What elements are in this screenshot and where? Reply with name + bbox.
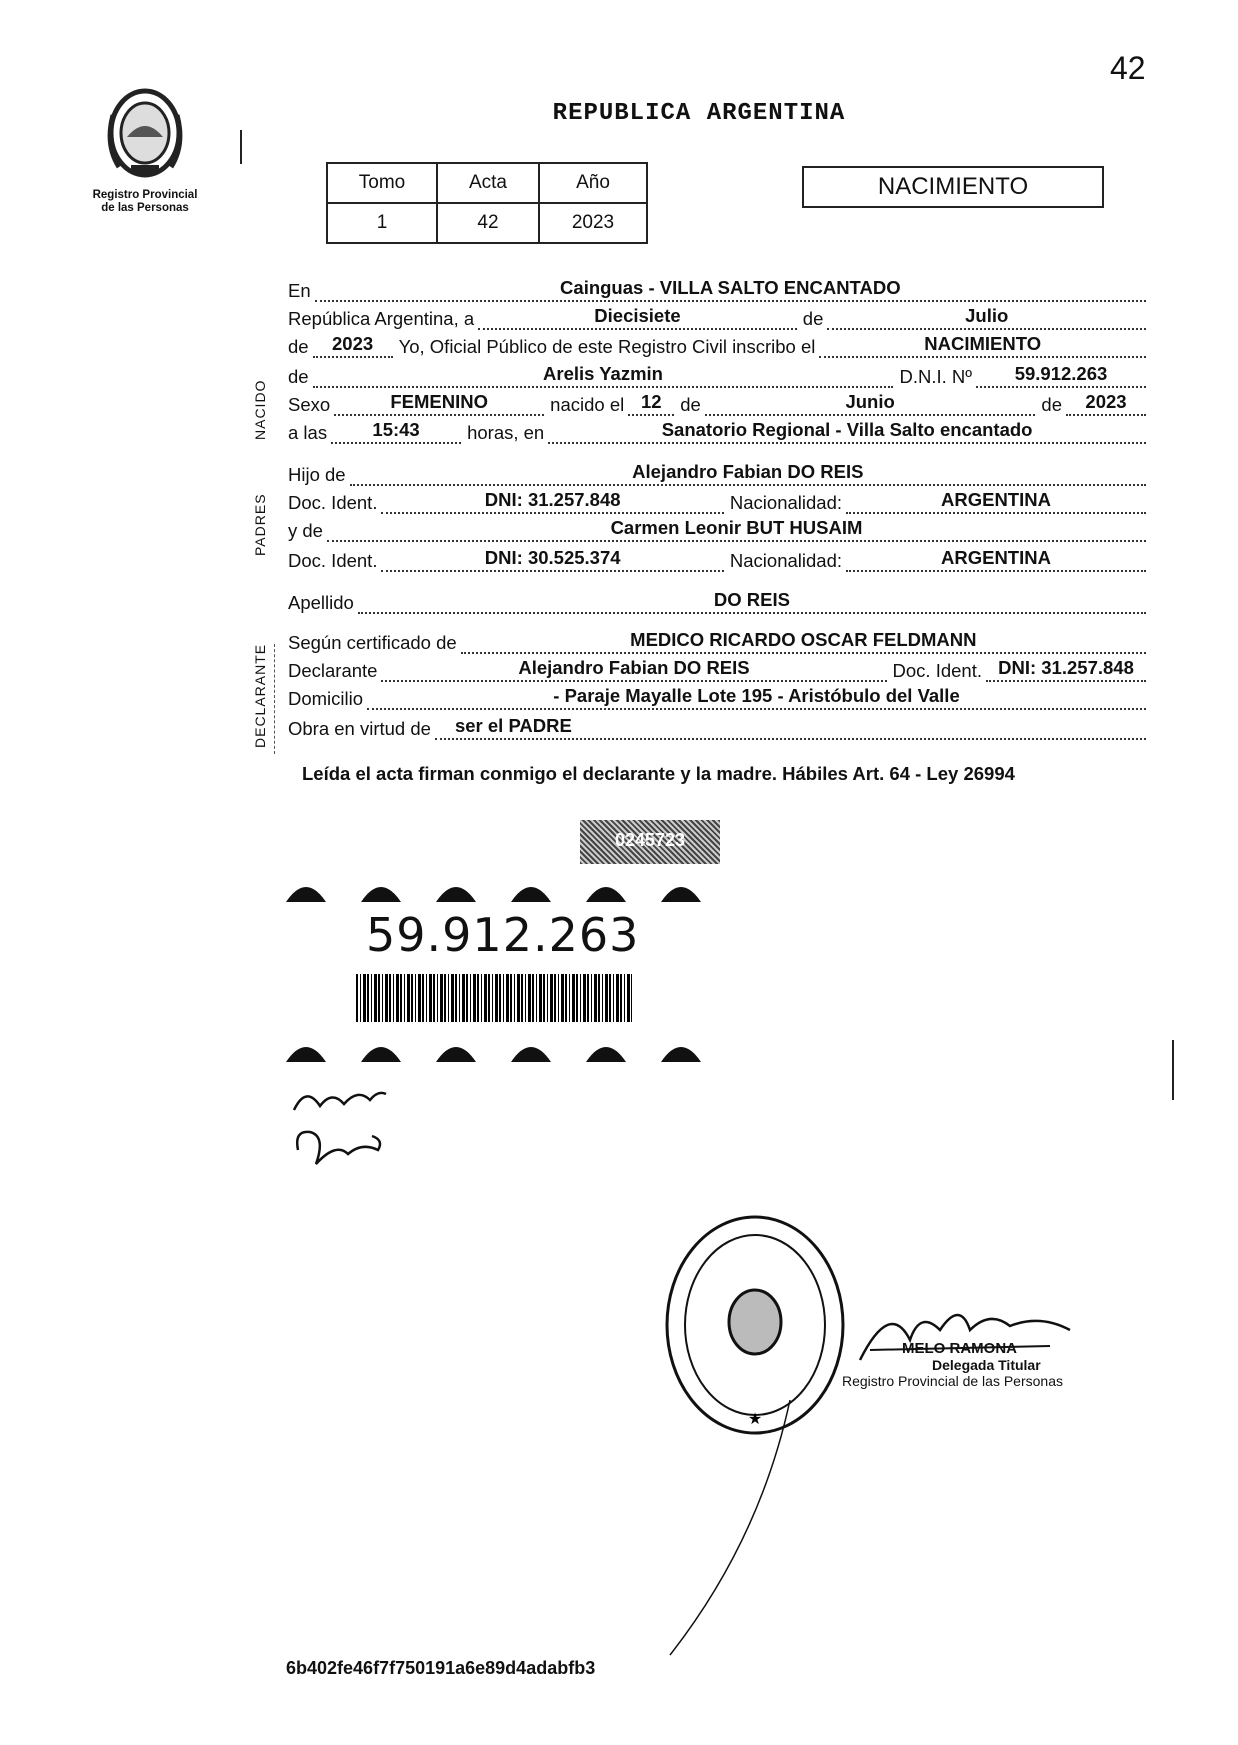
label-de: de [680, 394, 701, 415]
label-nacionalidad: Nacionalidad: [729, 550, 842, 571]
row-date-words [288, 304, 1152, 330]
stamp-number: 0245723 [580, 820, 720, 864]
field-name: Arelis Yazmin [313, 364, 894, 388]
svg-text:★: ★ [747, 1409, 763, 1428]
label-de: de [802, 308, 824, 329]
header-acta: Acta [437, 163, 539, 203]
document-title: REPUBLICA ARGENTINA [552, 100, 846, 127]
field-event: NACIMIENTO [819, 334, 1146, 358]
field-sex: FEMENINO [334, 392, 544, 416]
label-de: de [1041, 394, 1062, 415]
field-declarant: Alejandro Fabian DO REIS [381, 658, 886, 682]
field-birth-month: Junio [705, 392, 1036, 416]
row-sex-birth [288, 390, 1152, 416]
field-birth-day: 12 [628, 392, 674, 416]
row-place [288, 276, 1152, 302]
label-inscribo: Yo, Oficial Público de este Registro Civil inscribo el [398, 336, 816, 357]
label-alas: a las [288, 422, 328, 443]
field-mother-doc: DNI: 30.525.374 [381, 548, 723, 572]
id-number: 59.912.263 [366, 908, 640, 962]
registry-table [326, 162, 648, 244]
value-tomo: 1 [327, 203, 437, 243]
section-label-padres: PADRES [252, 493, 268, 556]
label-declarante: Declarante [288, 660, 378, 681]
row-certificate [288, 628, 1152, 654]
label-horas: horas, en [467, 422, 545, 443]
label-en: En [288, 280, 311, 301]
label-nacido: nacido el [550, 394, 625, 415]
closing-statement: Leída el acta firman conmigo el declarante y la madre. Hábiles Art. 64 - Ley 26994 [302, 763, 1015, 784]
document-hash: 6b402fe46f7f750191a6e89d4adabfb3 [286, 1658, 596, 1678]
page-number: 42 [1110, 50, 1146, 86]
field-place: Cainguas - VILLA SALTO ENCANTADO [315, 278, 1146, 302]
row-mother [288, 516, 1152, 542]
margin-mark [240, 130, 242, 164]
field-year: 2023 [313, 334, 393, 358]
declarant-signature [286, 1070, 396, 1180]
field-cert: MEDICO RICARDO OSCAR FELDMANN [461, 630, 1146, 654]
section-label-declarante: DECLARANTE [252, 643, 268, 748]
security-pattern-band-bottom [276, 1032, 726, 1064]
label-nacionalidad: Nacionalidad: [729, 492, 842, 513]
logo-caption-line1: Registro Provincial [92, 189, 198, 201]
label-de: de [288, 366, 309, 387]
row-surname [288, 588, 1152, 614]
label-yde: y de [288, 520, 323, 541]
row-father [288, 460, 1152, 486]
label-domicilio: Domicilio [288, 688, 364, 709]
label-doc: Doc. Ident. [288, 550, 378, 571]
margin-mark [1172, 1040, 1174, 1100]
security-pattern-band-top [276, 872, 726, 904]
logo-caption-line2: de las Personas [101, 202, 189, 214]
row-declarant [288, 656, 1152, 682]
label-doc: Doc. Ident. [288, 492, 378, 513]
field-dni: 59.912.263 [976, 364, 1146, 388]
field-mother-nat: ARGENTINA [846, 548, 1146, 572]
field-time: 15:43 [331, 420, 461, 444]
label-cert: Según certificado de [288, 632, 457, 653]
barcode [356, 974, 632, 1022]
header-anio: Año [539, 163, 647, 203]
field-mother: Carmen Leonir BUT HUSAIM [327, 518, 1146, 542]
row-mother-doc [288, 546, 1152, 572]
field-father-nat: ARGENTINA [846, 490, 1146, 514]
field-declarant-doc: DNI: 31.257.848 [986, 658, 1146, 682]
signature-stroke [660, 1400, 800, 1660]
officer-organization: Registro Provincial de las Personas [842, 1373, 1063, 1389]
officer-role: Delegada Titular [932, 1357, 1041, 1373]
field-father-doc: DNI: 31.257.848 [381, 490, 723, 514]
row-time-place [288, 418, 1152, 444]
header-tomo: Tomo [327, 163, 437, 203]
value-anio: 2023 [539, 203, 647, 243]
field-day-words: Diecisiete [478, 306, 797, 330]
field-surname: DO REIS [358, 590, 1146, 614]
label-sexo: Sexo [288, 394, 331, 415]
row-year-event [288, 332, 1152, 358]
row-father-doc [288, 488, 1152, 514]
label-dni: D.N.I. Nº [899, 366, 972, 387]
field-birth-place: Sanatorio Regional - Villa Salto encantado [548, 420, 1146, 444]
field-obra: ser el PADRE [435, 716, 1146, 740]
label-de: de [288, 336, 309, 357]
label-apellido: Apellido [288, 592, 354, 613]
document-type-box: NACIMIENTO [802, 166, 1104, 208]
row-address [288, 684, 1152, 710]
row-name [288, 362, 1152, 388]
label-hijo: Hijo de [288, 464, 346, 485]
officer-block [842, 1340, 1102, 1389]
field-address: - Paraje Mayalle Lote 195 - Aristóbulo del Valle [367, 686, 1146, 710]
row-obra [288, 714, 1152, 740]
field-father: Alejandro Fabian DO REIS [350, 462, 1146, 486]
field-month: Julio [827, 306, 1146, 330]
value-acta: 42 [437, 203, 539, 243]
label-republica: República Argentina, a [288, 308, 475, 329]
label-doc: Doc. Ident. [892, 660, 982, 681]
section-divider [274, 644, 275, 754]
officer-name: MELO RAMONA [902, 1340, 1017, 1357]
label-obra: Obra en virtud de [288, 718, 431, 739]
field-birth-year: 2023 [1066, 392, 1146, 416]
section-label-nacido: NACIDO [252, 379, 268, 440]
